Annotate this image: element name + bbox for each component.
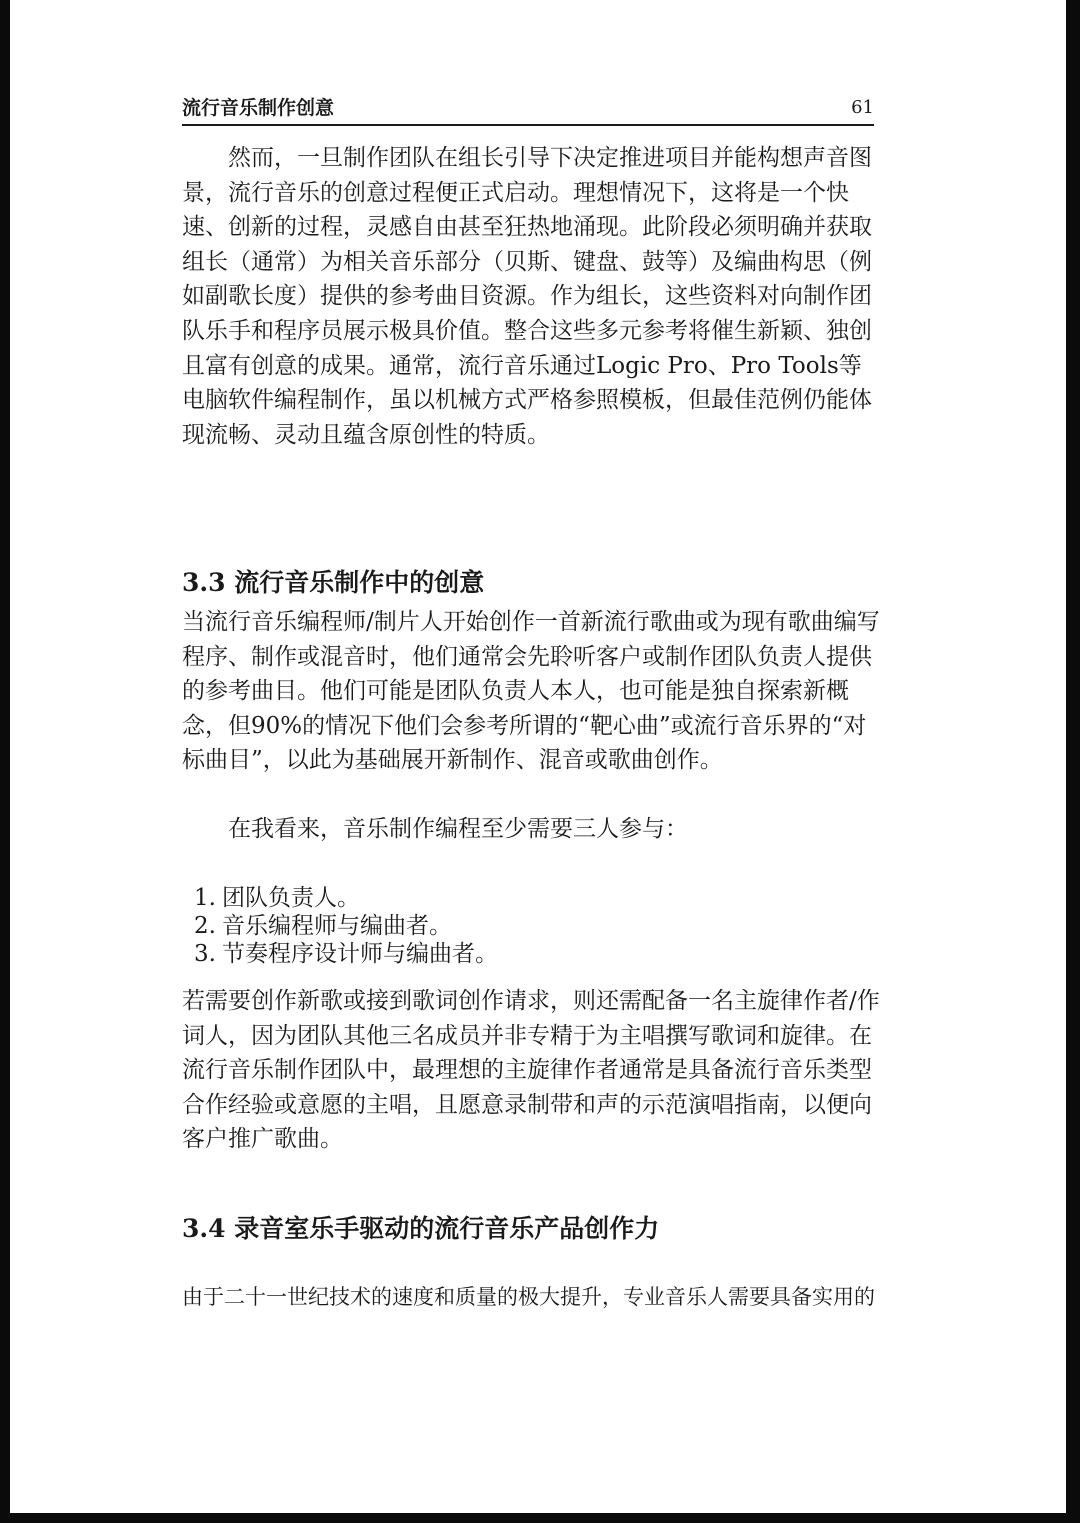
page-number: 61 — [851, 97, 874, 118]
section-3-4-heading: 3.4 录音室乐手驱动的流行音乐产品创作力 — [182, 1214, 660, 1243]
songwriter-paragraph: 若需要创作新歌或接到歌词创作请求，则还需配备一名主旋律作者/作词人，因为团队其他三名成员并非专精于为主唱撰写歌词和旋律。在流行音乐制作团队中，最理想的主旋律作者通常是具备流行音乐类型合作经验或意愿的主唱，且愿意录制带和声的示范演唱指南，以便向客户推广歌曲。 — [182, 988, 880, 1153]
roles-list — [182, 884, 882, 968]
bottom-dark-margin — [0, 1513, 1080, 1523]
list-item-number: 2. — [194, 913, 216, 939]
intro-paragraph: 然而，一旦制作团队在组长引导下决定推进项目并能构想声音图景，流行音乐的创意过程便正式启动。理想情况下，这将是一个快速、创新的过程，灵感自由甚至狂热地涌现。此阶段必须明确并获取组长（通常）为相关音乐部分（贝斯、键盘、鼓等）及编曲构思（例如副歌长度）提供的参考曲目资源。作为组长，这些资料对向制作团队乐手和程序员展示极具价值。整合这些多元参考将催生新颖、独创且富有创意的成果。通常，流行音乐通过Logic Pro、Pro Tools等电脑软件编程制作，虽以机械方式严格参照模板，但最佳范例仍能体现流畅、灵动且蕴含原创性的特质。 — [182, 145, 872, 448]
list-item-text: 团队负责人。 — [222, 885, 360, 911]
list-item — [182, 884, 882, 912]
running-header-title: 流行音乐制作创意 — [182, 97, 335, 119]
section-3-4-paragraph: 由于二十一世纪技术的速度和质量的极大提升，专业音乐人需要具备实用的 — [182, 1285, 875, 1309]
list-item-number: 1. — [194, 885, 216, 911]
list-item-number: 3. — [194, 941, 216, 967]
list-item — [182, 912, 882, 940]
list-item-text: 音乐编程师与编曲者。 — [222, 913, 452, 939]
left-dark-margin — [0, 0, 10, 1523]
list-item-text: 节奏程序设计师与编曲者。 — [222, 941, 498, 967]
right-dark-margin — [1066, 0, 1080, 1523]
section-3-3-heading: 3.3 流行音乐制作中的创意 — [182, 568, 485, 597]
opinion-paragraph: 在我看来，音乐制作编程至少需要三人参与： — [228, 816, 688, 842]
running-header — [182, 94, 874, 126]
section-3-3-paragraph: 当流行音乐编程师/制片人开始创作一首新流行歌曲或为现有歌曲编写程序、制作或混音时，他们通常会先聆听客户或制作团队负责人提供的参考曲目。他们可能是团队负责人本人，也可能是独自探索新概念，但90%的情况下他们会参考所谓的“靶心曲”或流行音乐界的“对标曲目”，以此为基础展开新制作、混音或歌曲创作。 — [182, 609, 880, 774]
list-item — [182, 940, 882, 968]
book-page — [10, 0, 1066, 1513]
